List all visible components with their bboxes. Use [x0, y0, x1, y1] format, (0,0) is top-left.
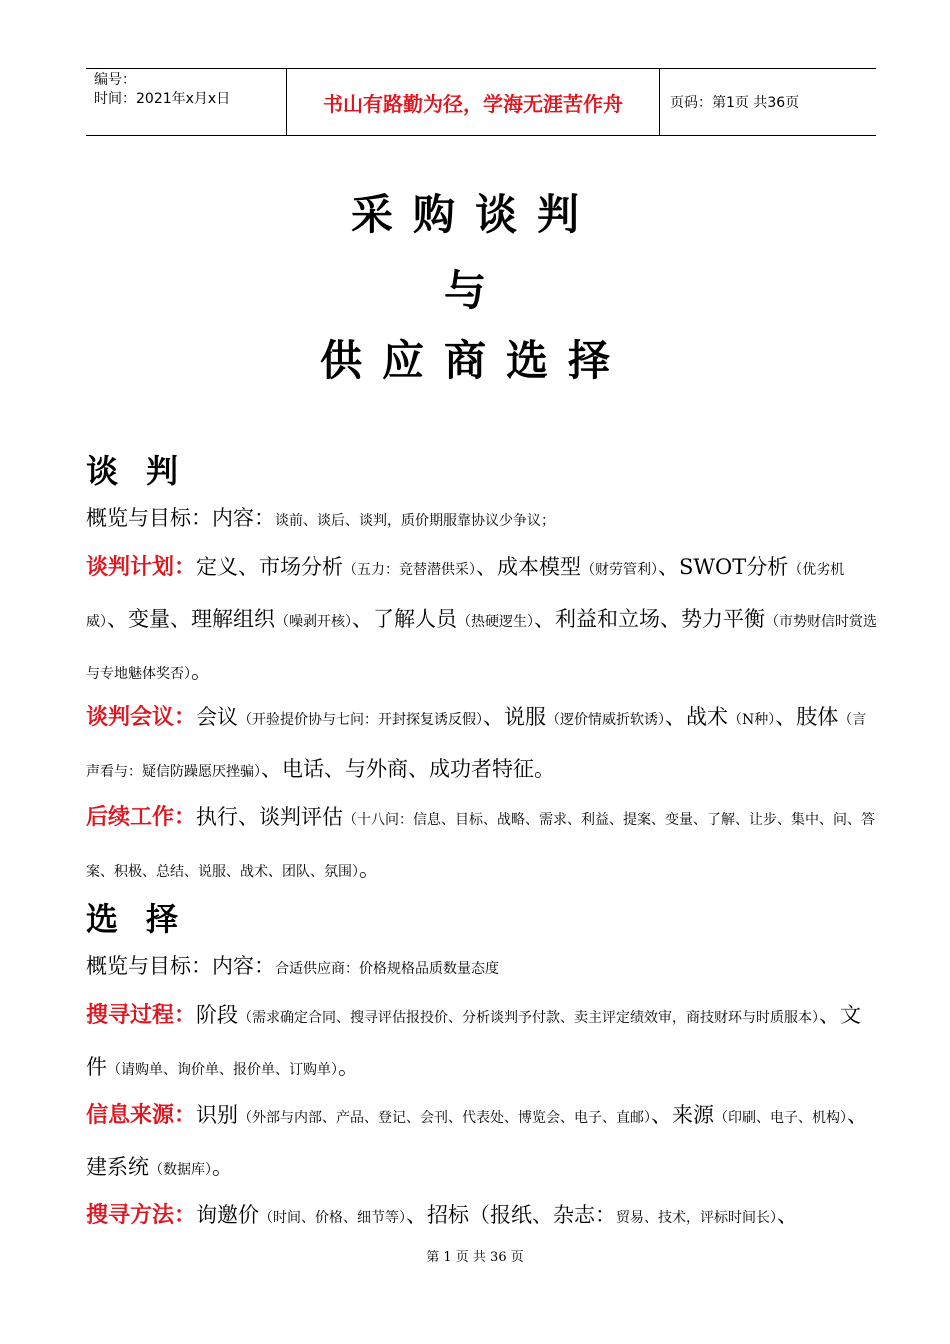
text: 、建系统 — [86, 1103, 869, 1179]
paragraph-overview-selection — [86, 942, 878, 994]
text: 、招标 — [406, 1203, 470, 1227]
note: （N种） — [728, 712, 776, 728]
label-negotiation-meeting: 谈判会议： — [86, 705, 197, 730]
note: （需求确定合同、搜寻评估报投价、分析谈判予付款、卖主评定绩效审，商技财环与时质服本） — [238, 1010, 820, 1026]
text: 、变量、理解组织 — [107, 607, 275, 631]
text: 。 — [359, 857, 380, 881]
note: （市势财信时赏选与专地魅体奖否） — [86, 614, 877, 682]
paragraph-search-methods — [86, 1191, 878, 1243]
label-search-methods: 搜寻方法： — [86, 1203, 197, 1228]
section-heading-negotiation: 谈判 — [86, 452, 207, 490]
text: 。 — [191, 659, 212, 683]
note: （十八问：信息、目标、战略、需求、利益、提案、变量、了解、让步、集中、问、答案、积极、总结、说服、战术、团队、氛围） — [86, 812, 876, 880]
label-negotiation-plan: 谈判计划： — [86, 555, 197, 580]
page-header — [86, 68, 876, 136]
time-label: 时间：2021年x月x日 — [94, 91, 231, 107]
text: 询邀价 — [196, 1203, 260, 1227]
paragraph-negotiation-meeting — [86, 693, 878, 797]
paragraph-follow-up — [86, 793, 878, 897]
note: （五力：竞替潜供采） — [343, 562, 477, 578]
page-footer: 第 1 页 共 36 页 — [426, 1250, 524, 1265]
paragraph-info-sources — [86, 1091, 878, 1195]
paragraph-negotiation-plan — [86, 543, 878, 699]
text: 、战术 — [665, 705, 729, 729]
note: （印刷、电子、机构） — [714, 1110, 848, 1126]
text: 、成本模型 — [476, 555, 582, 579]
note: （热硬逻生） — [457, 614, 534, 630]
note: 贸易、技术，评标时间长） — [616, 1210, 778, 1226]
text: 定义、市场分析 — [196, 555, 344, 579]
overview-content: 谈前、谈后、谈判，质价期服靠协议少争议； — [275, 513, 555, 529]
note: （开验提价协与七问：开封探复诱反假） — [238, 712, 484, 728]
text: 、了解人员 — [352, 607, 457, 631]
label-info-sources: 信息来源： — [86, 1103, 197, 1128]
note: （时间、价格、细节等） — [259, 1210, 407, 1226]
label-follow-up: 后续工作： — [86, 805, 197, 830]
overview-lead: 概览与目标：内容： — [86, 506, 275, 530]
header-meta — [94, 71, 284, 109]
note: （噪剥开核） — [275, 614, 352, 630]
text: 、电话、与外商、成功者特征。 — [261, 757, 555, 781]
note: （数据库） — [149, 1162, 212, 1178]
note: （优劣机威） — [86, 562, 845, 630]
header-motto: 书山有路勤为径，学海无涯苦作舟 — [323, 91, 623, 116]
note: （言声看与：疑信防躁愿厌挫骗） — [86, 712, 867, 780]
text: 、SWOT分析 — [658, 555, 789, 579]
document-title-line3: 供应商选择 — [319, 336, 630, 385]
header-divider — [659, 69, 660, 135]
text: 、来源 — [651, 1103, 715, 1127]
note: （外部与内部、产品、登记、会刊、代表处、博览会、电子、直邮） — [238, 1110, 652, 1126]
header-page-info: 页码：第1页 共36页 — [670, 95, 800, 111]
paragraph-overview-negotiation — [86, 494, 878, 546]
text: 。 — [338, 1055, 359, 1079]
text: 、说服 — [483, 705, 547, 729]
document-title-line1: 采购谈判 — [350, 190, 599, 239]
text: 、 — [777, 1203, 799, 1227]
overview-lead: 概览与目标：内容： — [86, 954, 275, 978]
note: （财劳管利） — [581, 562, 659, 578]
text: （报纸、杂志： — [469, 1203, 617, 1227]
text: 阶段 — [196, 1003, 239, 1027]
label-search-process: 搜寻过程： — [86, 1003, 197, 1028]
note: （请购单、询价单、报价单、订购单） — [107, 1062, 338, 1078]
section-heading-selection: 选择 — [86, 900, 207, 938]
text: 、文件 — [86, 1003, 862, 1079]
paragraph-search-process — [86, 991, 878, 1095]
text: 会议 — [196, 705, 239, 729]
document-title-line2: 与 — [443, 266, 506, 315]
text: 。 — [212, 1155, 233, 1179]
note: （逻价情威折软诱） — [546, 712, 666, 728]
text: 执行、谈判评估 — [196, 805, 344, 829]
text: 、肢体 — [775, 705, 839, 729]
number-label: 编号： — [94, 72, 136, 88]
text: 、利益和立场、势力平衡 — [534, 607, 765, 631]
overview-content: 合适供应商：价格规格品质数量态度 — [275, 961, 499, 977]
text: 识别 — [196, 1103, 239, 1127]
